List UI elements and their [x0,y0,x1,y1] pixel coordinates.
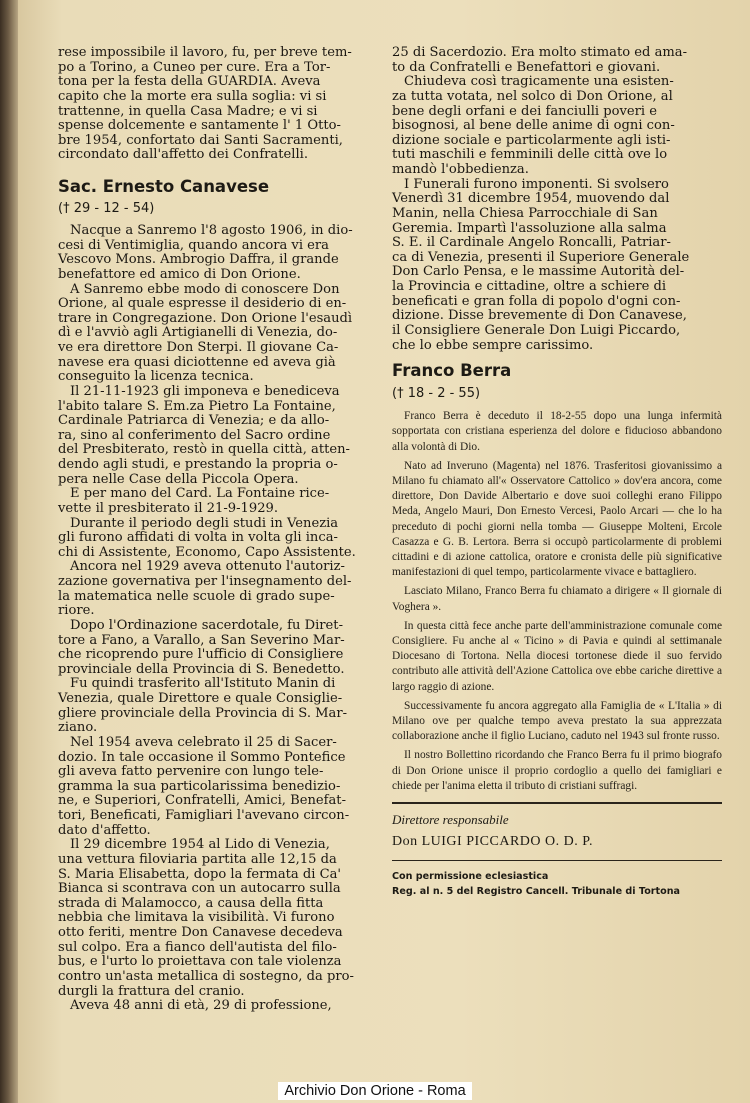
text-line: Nacque a Sanremo l'8 agosto 1906, in dio- [70,223,353,238]
text-line: una vettura filoviaria partita alle 12,15 da [58,851,337,867]
archive-watermark [0,1079,750,1103]
text-line: il Consigliere Generale Don Luigi Piccardo, [392,322,681,338]
text-line: beneficati e gran folla di popolo d'ogni con- [392,293,681,309]
text-line: tori, Beneficati, Famigliari l'avevano circon- [58,808,350,823]
text-line: l'abito talare S. Em.za Pietro La Fontaine, [58,398,336,414]
book-binding-shadow [0,0,18,1103]
text-line: ve era direttore Don Sterpi. Il giovane Ca- [58,340,339,355]
berra-biography [392,409,722,794]
text-line: Vescovo Mons. Ambrogio Daffra, il grande [58,252,339,268]
text-line: tore a Fano, a Varallo, a San Severino Mar- [58,632,345,648]
text-line: Durante il periodo degli studi in Venezia [70,515,339,531]
text-line: rese impossibile il lavoro, fu, per breve tem- [58,45,352,60]
text-line: mandò l'obbedienza. [392,162,529,177]
document-page [18,0,750,1103]
text-line: dì e l'avviò agli Artigianelli di Venezia, do- [58,325,338,341]
obituary-dates-berra: († 18 - 2 - 55) [392,386,481,402]
text-line: S. E. il Cardinale Angelo Roncalli, Patriar- [392,235,671,251]
text-line: Chiudeva così tragicamente una esisten- [404,74,674,90]
text-line: benefattore ed amico di Don Orione. [58,266,301,282]
intro-paragraph [58,46,372,163]
text-line: che lo ebbe sempre carissimo. [392,337,594,353]
permission-line: Con permissione eclesiastica [392,871,549,882]
director-name: Don LUIGI PICCARDO O. D. P. [392,834,593,849]
text-line: capito che la morte era sulla soglia: vi si [58,88,327,104]
berra-paragraph: Successivamente fu ancora aggregato alla Famiglia de « L'Italia » di Milano ove per qualche tempo aveva prestato la sua apprezzata collaborazione anche il figlio Luciano, caduto nel 1943 sul fronte russo. [392,699,722,743]
text-line: ne, e Superiori, Confratelli, Amici, Benefat- [58,793,346,809]
text-line: Fu quindi trasferito all'Istituto Manin di [70,676,336,692]
text-line: gramma la sua particolarissima benedizio- [58,778,341,794]
text-line: del Presbiterato, restò in quella città, atten- [58,442,350,458]
text-line: trare in Congregazione. Don Orione l'esaudì [58,310,353,326]
berra-paragraph: Il nostro Bollettino ricordando che Franco Berra fu il primo biografo di Don Orione unisce il proprio cordoglio a quello dei famigliari e chiede per l'anima eletta il tributo di cristiani suffragi. [392,749,722,792]
text-line: Cardinale Patriarca di Venezia; e da allo- [58,413,330,429]
text-line: Don Carlo Pensa, e le massime Autorità del- [392,264,685,280]
text-line: la matematica nelle scuole di grado supe- [58,588,335,604]
text-line: ca di Venezia, presenti il Superiore Generale [392,249,690,265]
berra-paragraph: In questa città fece anche parte dell'amministrazione comunale come Consigliere. Fu anche al « Ticino » di Pavia e quindi al settimanale Diocesano di Tortona. Nella diocesi tortonese diede il suo fervido contributo alle attività dell'Azione Cattolica ove ebbe cariche direttive a largo raggio di azione. [392,619,722,693]
berra-paragraph: Nato ad Inveruno (Magenta) nel 1876. Trasferitosi giovanissimo a Milano fu chiamato all'« Osservatore Cattolico » dov'era ancora, come direttore, Don Davide Albertario e dove suoi colleghi erano Filippo Meda, Angelo Mauri, Don Ernesto Vercesi, Paolo Arcari — che lo ha preceduto di pochi giorni nella tomba — Giuseppe Molteni, Ercole Casazza e G. B. Lertora. Berra si occupò particolarmente di problemi cittadini e di azione cattolica, oratore e cronista delle più significative manifestazioni di quel tempo, particolarmente vivace e battagliero. [392,459,722,579]
right-column [392,46,722,897]
text-line: bene degli orfani e dei fanciulli poveri e [392,103,658,119]
text-line: tona per la festa della GUARDIA. Aveva [58,74,321,90]
text-line: sul colpo. Era a fianco dell'autista del filo- [58,939,337,955]
text-line: gli furono affidati di volta in volta gli inca- [58,530,338,546]
text-line: dato d'affetto. [58,822,151,838]
registry-line: Reg. al n. 5 del Registro Cancell. Tribunale di Tortona [392,886,681,897]
canavese-continuation [392,46,722,353]
text-line: Il 29 dicembre 1954 al Lido di Venezia, [70,837,330,853]
text-line: pera nelle Case della Piccola Opera. [58,471,299,487]
text-line: contro un'asta metallica di sostegno, da pro- [58,968,354,984]
berra-paragraph: Franco Berra è deceduto il 18-2-55 dopo una lunga infermità sopportata con cristiana esperienza del dolore e fiducioso abbandono alla volontà di Dio. [392,410,722,453]
text-line: ra, sino al conferimento del Sacro ordine [58,427,331,443]
text-line: otto feriti, mentre Don Canavese decedeva [58,925,343,940]
text-line: Bianca si scontrava con un autocarro sulla [58,881,341,897]
obituary-dates-canavese: († 29 - 12 - 54) [58,201,155,216]
text-line: vette il presbiterato il 21-9-1929. [58,500,279,516]
text-line: circondato dall'affetto dei Confratelli. [58,147,308,163]
text-line: A Sanremo ebbe modo di conoscere Don [70,281,340,297]
text-line: Aveva 48 anni di età, 29 di professione, [70,998,332,1014]
text-line: spense dolcemente e santamente l' 1 Otto- [58,118,341,134]
text-line: zazione governativa per l'insegnamento del- [58,574,352,589]
text-line: za tutta votata, nel solco di Don Orione, al [392,88,673,104]
text-line: bisognosi, al bene delle anime di ogni con- [392,118,675,134]
text-line: E per mano del Card. La Fontaine rice- [70,486,330,502]
text-line: tuti maschili e femminili delle città ove lo [392,147,668,163]
text-line: cesi di Ventimiglia, quando ancora vi era [58,237,329,253]
text-line: Orione, al quale espresse il desiderio di en- [58,296,347,312]
text-line: nebbia che limitava la visibilità. Vi furono [58,910,335,926]
text-line: S. Maria Elisabetta, dopo la fermata di Ca' [58,866,342,882]
text-line: po a Torino, a Cuneo per cure. Era a Tor- [58,59,331,75]
text-line: Venerdì 31 dicembre 1954, muovendo dal [392,191,670,207]
text-line: durgli la frattura del cranio. [58,983,245,999]
text-line: ziano. [58,720,98,736]
text-line: Dopo l'Ordinazione sacerdotale, fu Diret- [70,617,343,633]
text-line: che ricoprendo pure l'ufficio di Consigliere [58,647,344,663]
text-line: gliere provinciale della Provincia di S. Mar- [58,705,348,721]
text-line: bus, e l'urto lo proiettava con tale violenza [58,954,342,970]
text-line: navese era quasi diciottenne ed aveva già [58,354,336,370]
text-line: strada di Malamocco, a causa della fitta [58,895,324,911]
text-line: to da Confratelli e Benefattori e giovani. [392,59,661,75]
text-line: bre 1954, confortato dai Santi Sacramenti, [58,132,343,148]
text-line: chi di Assistente, Economo, Capo Assistente. [58,544,356,560]
text-line: Il 21-11-1923 gli imponeva e benediceva [70,383,340,399]
text-line: dendo agli studi, e prestando la propria o- [58,457,338,472]
left-column [58,46,372,1014]
text-line: 25 di Sacerdozio. Era molto stimato ed ama- [392,45,688,60]
text-line: gli aveva fatto pervenire con lungo tele- [58,764,324,780]
text-line: Nel 1954 aveva celebrato il 25 di Sacer- [70,734,337,750]
text-line: dizione sociale e particolarmente agli isti- [392,132,671,148]
text-line: dozio. In tale occasione il Sommo Pontefice [58,749,346,765]
berra-paragraph: Lasciato Milano, Franco Berra fu chiamato a dirigere « Il giornale di Voghera ». [392,585,722,613]
text-line: Geremia. Impartì l'assoluzione alla salma [392,220,667,236]
text-line: provinciale della Provincia di S. Benedetto. [58,661,345,677]
obituary-heading-canavese: Sac. Ernesto Canavese [58,177,270,196]
obituary-heading-berra: Franco Berra [392,361,512,381]
director-title: Direttore responsabile [392,812,509,827]
text-line: I Funerali furono imponenti. Si svolsero [404,176,669,192]
text-line: Manin, nella Chiesa Parrocchiale di San [392,205,658,221]
text-line: trattenne, in quella Casa Madre; e vi si [58,103,318,119]
canavese-biography [58,224,372,1014]
archive-label: Archivio Don Orione - Roma [278,1082,471,1100]
text-line: riore. [58,603,95,619]
text-line: conseguito la licenza tecnica. [58,369,254,385]
text-line: dizione. Disse brevemente di Don Canavese, [392,308,687,324]
text-line: la Provincia e cittadine, oltre a schiere di [392,279,667,294]
text-line: Venezia, quale Direttore e quale Consiglie- [58,691,343,706]
text-line: Ancora nel 1929 aveva ottenuto l'autoriz- [70,559,345,575]
